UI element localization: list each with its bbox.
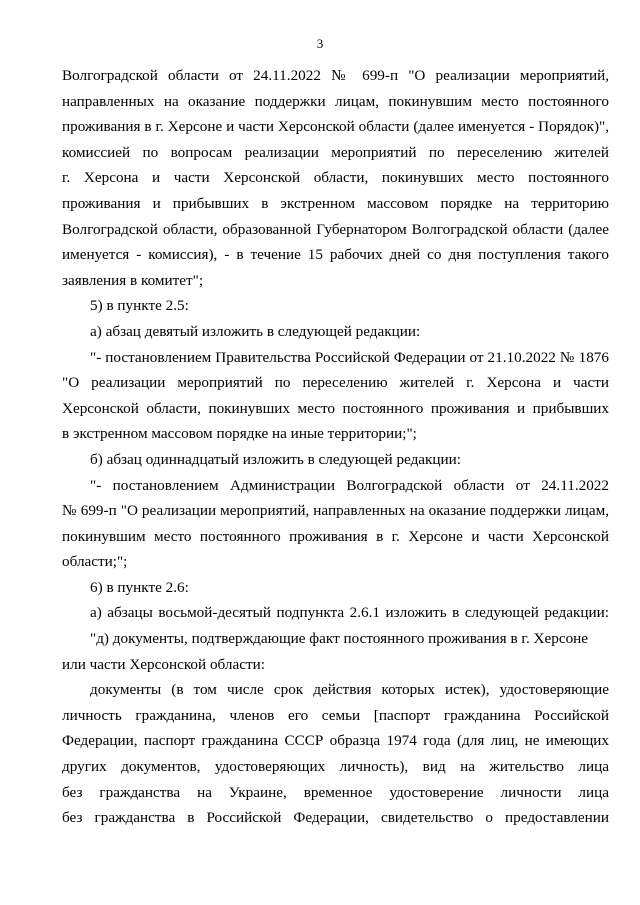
text-line: области;"; xyxy=(62,553,128,571)
text-line: а) абзацы восьмой-десятый подпункта 2.6.1 изложить в следующей редакции: xyxy=(90,604,609,622)
text-line: Волгоградской области, образованной Губернатором Волгоградской области (далее xyxy=(62,220,609,238)
text-line: 5) в пункте 2.5: xyxy=(90,297,189,315)
text-line: направленных на оказание поддержки лицам, покинувшим место постоянного xyxy=(62,92,609,110)
text-line: личность гражданина, членов его семьи [паспорт гражданина Российской xyxy=(62,706,609,724)
text-line: "О реализации мероприятий по переселению жителей г. Херсона и части xyxy=(62,374,609,392)
text-line: проживания в г. Херсоне и части Херсонской области (далее именуется - Порядок)", xyxy=(62,118,609,136)
text-line: а) абзац девятый изложить в следующей редакции: xyxy=(90,322,421,340)
text-line: Волгоградской области от 24.11.2022 № 699-п "О реализации мероприятий, xyxy=(62,67,609,84)
text-line: других документов, удостоверяющих личность), вид на жительство лица xyxy=(62,758,609,776)
text-line: заявления в комитет"; xyxy=(62,271,204,289)
text-line: без гражданства в Российской Федерации, свидетельство о предоставлении xyxy=(62,809,609,827)
text-line: "- постановлением Администрации Волгоградской области от 24.11.2022 xyxy=(90,476,609,494)
text-line: проживания и прибывших в экстренном массовом порядке на территорию xyxy=(62,194,609,212)
text-line: комиссией по вопросам реализации мероприятий по переселению жителей xyxy=(62,143,609,161)
text-line: б) абзац одиннадцатый изложить в следующей редакции: xyxy=(90,450,462,468)
text-line: покинувшим место постоянного проживания в г. Херсоне и части Херсонской xyxy=(62,527,609,545)
text-line: "д) документы, подтверждающие факт постоянного проживания в г. Херсоне xyxy=(90,630,589,648)
text-line: или части Херсонской области: xyxy=(62,655,265,673)
text-line: Херсонской области, покинувших место постоянного проживания и прибывших xyxy=(62,399,609,417)
document-body xyxy=(62,63,609,831)
text-line: "- постановлением Правительства Российской Федерации от 21.10.2022 № 1876 xyxy=(90,348,609,366)
text-line: документы (в том числе срок действия которых истек), удостоверяющие xyxy=(90,681,609,699)
text-line: № 699-п "О реализации мероприятий, направленных на оказание поддержки лицам, xyxy=(62,502,609,520)
text-line: без гражданства на Украине, временное удостоверение личности лица xyxy=(62,783,609,801)
text-line: 6) в пункте 2.6: xyxy=(90,578,189,596)
text-line: г. Херсона и части Херсонской области, покинувших место постоянного xyxy=(62,169,609,187)
page-number: 3 xyxy=(316,36,324,51)
text-line: именуется - комиссия), - в течение 15 рабочих дней со дня поступления такого xyxy=(62,246,609,264)
text-line: Федерации, паспорт гражданина СССР образца 1974 года (для лиц, не имеющих xyxy=(62,732,609,750)
text-line: в экстренном массовом порядке на иные территории;"; xyxy=(62,425,417,443)
